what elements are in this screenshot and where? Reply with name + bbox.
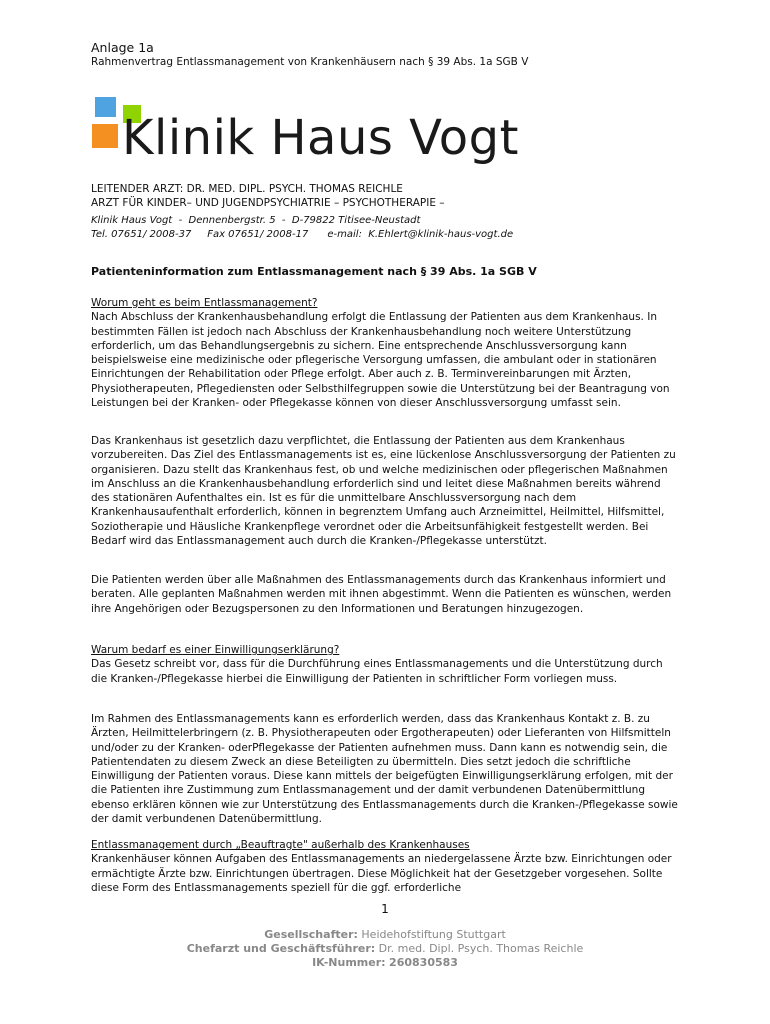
footer-value: 260830583 [389, 956, 458, 969]
section-worum [91, 296, 681, 410]
page-number: 1 [381, 902, 389, 916]
paragraph: Die Patienten werden über alle Maßnahmen des Entlassmanagements durch das Krankenhaus informiert und beraten. Alle geplanten Maßnahmen werden mit ihnen abgestimmt. Wenn die Patienten es wünschen, werden ihre Angehörigen oder Bezugspersonen zu den Informationen und Beratungen hinzugezogen. [91, 574, 672, 615]
paragraph: Das Gesetz schreibt vor, dass für die Durchführung eines Entlassmanagements und die Unterstützung durch die Kranken-/Pflegekasse hierbei die Einwilligung der Patienten in schriftlicher Form vorliegen muss. [91, 658, 663, 685]
annex-label: Anlage 1a [91, 40, 154, 55]
paragraph: Krankenhäuser können Aufgaben des Entlassmanagements an niedergelassene Ärzte bzw. Einrichtungen oder ermächtigte Ärzte bzw. Einrichtungen übertragen. Diese Möglichkeit hat der Gesetzgeber vorgesehen. Sollte diese Form des Entlassmanagements speziell für die ggf. erforderliche [91, 853, 672, 894]
paragraph: Im Rahmen des Entlassmanagements kann es erforderlich werden, dass das Krankenhaus Kontakt z. B. zu Ärzten, Heilmittelerbringern (z. B. Physiotherapeuten oder Ergotherapeuten) oder Lieferanten von Hilfsmitteln und/oder zu der Kranken- oderPflegekasse der Patienten aufnehmen muss. Dann kann es notwendig sein, die Patientendaten zu diesem Zweck an diese Beteiligten zu übermitteln. Dies setzt jedoch die schriftliche Einwilligung der Patienten voraus. Diese kann mittels der beigefügten Einwilligungserklärung erfolgen, mit der die Patienten ihre Zustimmung zum Entlassmanagement und der damit verbundenen Datenübermittlung ebenso erklären können wie zur Unterstützung des Entlassmanagements durch die Kranken-/Pflegekasse sowie der damit verbundenen Datenübermittlung. [91, 713, 678, 826]
section-heading: Worum geht es beim Entlassmanagement? [91, 297, 318, 309]
footer-ik-number [0, 956, 770, 969]
section-heading: Warum bedarf es einer Einwilligungserklärung? [91, 644, 340, 656]
section-heading: Entlassmanagement durch „Beauftragte" außerhalb des Krankenhauses [91, 839, 470, 851]
clinic-contact: Tel. 07651/ 2008-37 Fax 07651/ 2008-17 e-mail: K.Ehlert@klinik-haus-vogt.de [91, 229, 514, 240]
footer-chief-physician [0, 942, 770, 955]
logo-square-orange [92, 124, 118, 148]
clinic-head-doctor: LEITENDER ARZT: DR. MED. DIPL. PSYCH. THOMAS REICHLE [91, 183, 403, 195]
document-title: Patienteninformation zum Entlassmanagement nach § 39 Abs. 1a SGB V [91, 265, 537, 278]
clinic-specialty: ARZT FÜR KINDER– UND JUGENDPSYCHIATRIE – PSYCHOTHERAPIE – [91, 197, 445, 209]
footer-label: IK-Nummer: [312, 956, 386, 969]
contract-subtitle: Rahmenvertrag Entlassmanagement von Krankenhäusern nach § 39 Abs. 1a SGB V [91, 56, 529, 68]
footer-value: Heidehofstiftung Stuttgart [361, 928, 506, 941]
footer-shareholder [0, 928, 770, 941]
logo-square-blue [95, 97, 116, 117]
clinic-address: Klinik Haus Vogt - Dennenbergstr. 5 - D-79822 Titisee-Neustadt [91, 215, 421, 226]
section-beauftragte [91, 838, 681, 895]
section-warum [91, 643, 681, 686]
footer-value: Dr. med. Dipl. Psych. Thomas Reichle [378, 942, 584, 955]
paragraph: Nach Abschluss der Krankenhausbehandlung erfolgt die Entlassung der Patienten aus dem Krankenhaus. In bestimmten Fällen ist jedoch nach Abschluss der Krankenhausbehandlung noch weitere Unterstützung erforderlich, um das Behandlungsergebnis zu sichern. Eine entsprechende Anschlussversorgung kann beispielsweise eine medizinische oder pflegerische Versorgung umfassen, die ambulant oder in stationären Einrichtungen der Rehabilitation oder Pflege erfolgt. Aber auch z. B. Terminvereinbarungen mit Ärzten, Physiotherapeuten, Pflegediensten oder Selbsthilfegruppen sowie die Unterstützung bei der Beantragung von Leistungen bei der Kranken- oder Pflegekasse können von dieser Anschlussversorgung umfasst sein. [91, 311, 670, 410]
paragraph: Das Krankenhaus ist gesetzlich dazu verpflichtet, die Entlassung der Patienten aus dem Krankenhaus vorzubereiten. Das Ziel des Entlassmanagements ist es, eine lückenlose Anschlussversorgung der Patienten zu organisieren. Dazu stellt das Krankenhaus fest, ob und welche medizinischen oder pflegerischen Maßnahmen im Anschluss an die Krankenhausbehandlung erforderlich sind und leitet diese Maßnahmen bereits während des stationären Aufenthaltes ein. Ist es für die unmittelbare Anschlussversorgung nach dem Krankenhausaufenthalt erforderlich, können in begrenztem Umfang auch Arzneimittel, Heilmittel, Hilfsmittel, Soziotherapie und Häusliche Krankenpflege verordnet oder die Arbeitsunfähigkeit festgestellt werden. Bei Bedarf wird das Entlassmanagement auch durch die Kranken-/Pflegekasse unterstützt. [91, 435, 676, 548]
footer-label: Gesellschafter: [264, 928, 358, 941]
footer-label: Chefarzt und Geschäftsführer: [186, 942, 376, 955]
logo-text: Klinik Haus Vogt [122, 110, 519, 166]
